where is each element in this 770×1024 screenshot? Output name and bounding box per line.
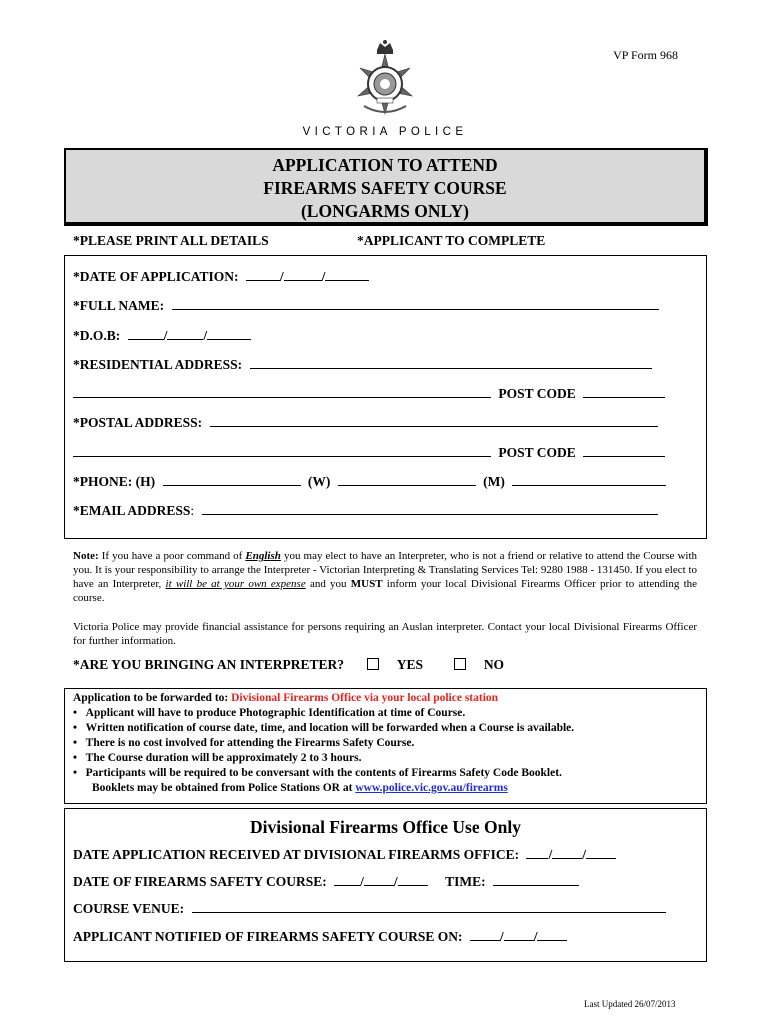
interpreter-no-label: NO bbox=[483, 657, 505, 672]
time-label: TIME: bbox=[445, 874, 486, 889]
phone-work-label: (W) bbox=[307, 474, 331, 489]
email-colon: : bbox=[190, 503, 195, 518]
note-text: If you have a poor command of bbox=[101, 550, 243, 562]
date-separator: / bbox=[533, 929, 538, 944]
email-address-field[interactable] bbox=[202, 503, 658, 515]
bullet-item: • Written notification of course date, time, and location will be forwarded when a Course is available. bbox=[73, 722, 575, 734]
postal-address-field[interactable] bbox=[210, 415, 658, 427]
course-venue-row bbox=[73, 901, 666, 917]
bullet-item: • Participants will be required to be conversant with the contents of Firearms Safety Code Booklet. bbox=[73, 767, 562, 779]
phone-mobile-field[interactable] bbox=[512, 474, 666, 486]
notified-month-field[interactable] bbox=[504, 929, 534, 941]
auslan-note: Victoria Police may provide financial assistance for persons requiring an Auslan interpreter. Contact your local Divisional Firearms Officer for further information. bbox=[73, 621, 697, 647]
notified-year-field[interactable] bbox=[537, 929, 567, 941]
title-line-1: APPLICATION TO ATTEND bbox=[272, 155, 498, 175]
note-expense: it will be at your own expense bbox=[165, 578, 306, 590]
note-text: inform your local Divisional Firearms Officer prior to attending the course. bbox=[73, 578, 698, 604]
interpreter-yes-checkbox[interactable] bbox=[367, 658, 379, 670]
date-of-application-label: *DATE OF APPLICATION: bbox=[73, 269, 239, 284]
date-separator: / bbox=[163, 328, 168, 343]
title-line-2: FIREARMS SAFETY COURSE bbox=[263, 178, 507, 198]
dob-day-field[interactable] bbox=[128, 328, 164, 340]
bullet-text: The Course duration will be approximately 2 to 3 hours. bbox=[85, 752, 362, 764]
course-date-row bbox=[73, 874, 579, 890]
postal-address-row bbox=[73, 415, 658, 431]
phone-home-field[interactable] bbox=[163, 474, 301, 486]
phone-home-label: *PHONE: (H) bbox=[73, 474, 156, 489]
date-separator: / bbox=[548, 847, 553, 862]
full-name-label: *FULL NAME: bbox=[73, 298, 165, 313]
date-separator: / bbox=[321, 269, 326, 284]
postcode-label: POST CODE bbox=[498, 445, 576, 460]
residential-address-line-2-field[interactable] bbox=[73, 386, 491, 398]
complete-instruction: *APPLICANT TO COMPLETE bbox=[357, 233, 546, 248]
application-year-field[interactable] bbox=[325, 269, 369, 281]
office-use-title: Divisional Firearms Office Use Only bbox=[250, 817, 521, 837]
form-title bbox=[64, 148, 708, 226]
residential-address-field[interactable] bbox=[250, 357, 652, 369]
residential-postcode-row bbox=[73, 386, 665, 402]
residential-address-label: *RESIDENTIAL ADDRESS: bbox=[73, 357, 243, 372]
course-venue-field[interactable] bbox=[192, 901, 666, 913]
residential-address-row bbox=[73, 357, 652, 373]
notified-day-field[interactable] bbox=[470, 929, 500, 941]
course-venue-label: COURSE VENUE: bbox=[73, 901, 185, 916]
interpreter-question: *ARE YOU BRINGING AN INTERPRETER? bbox=[73, 657, 345, 672]
postal-address-line-2-field[interactable] bbox=[73, 445, 491, 457]
full-name-row bbox=[73, 298, 659, 314]
bullet-text: Written notification of course date, time, and location will be forwarded when a Course is available. bbox=[85, 722, 575, 734]
forward-destination: Divisional Firearms Office via your local police station bbox=[231, 692, 499, 704]
email-row bbox=[73, 503, 658, 519]
bullet-item: • There is no cost involved for attending the Firearms Safety Course. bbox=[73, 737, 415, 749]
course-date-label: DATE OF FIREARMS SAFETY COURSE: bbox=[73, 874, 327, 889]
dob-month-field[interactable] bbox=[167, 328, 203, 340]
full-name-field[interactable] bbox=[172, 298, 659, 310]
interpreter-question-row bbox=[73, 657, 504, 673]
note-english: English bbox=[245, 550, 281, 562]
victoria-police-crest-icon bbox=[340, 40, 430, 122]
forward-label: Application to be forwarded to: bbox=[73, 692, 229, 704]
notified-date-label: APPLICANT NOTIFIED OF FIREARMS SAFETY COURSE ON: bbox=[73, 929, 463, 944]
interpreter-note bbox=[73, 549, 697, 605]
booklets-text: Booklets may be obtained from Police Stations OR at bbox=[92, 782, 353, 794]
last-updated: Last Updated 26/07/2013 bbox=[584, 999, 676, 1009]
print-instruction: *PLEASE PRINT ALL DETAILS bbox=[73, 233, 269, 248]
bullet-text: Participants will be required to be conversant with the contents of Firearms Safety Code Booklet. bbox=[85, 767, 562, 779]
date-separator: / bbox=[393, 874, 398, 889]
application-day-field[interactable] bbox=[246, 269, 280, 281]
received-year-field[interactable] bbox=[586, 847, 616, 859]
note-label: Note: bbox=[73, 550, 99, 562]
note-text: and you bbox=[309, 578, 347, 590]
postal-postcode-row bbox=[73, 445, 665, 461]
phone-row bbox=[73, 474, 666, 490]
form-number: VP Form 968 bbox=[613, 48, 678, 62]
received-date-row bbox=[73, 847, 616, 863]
email-address-label: *EMAIL ADDRESS bbox=[73, 503, 191, 518]
interpreter-yes-label: YES bbox=[396, 657, 424, 672]
notified-date-row bbox=[73, 929, 567, 945]
date-separator: / bbox=[279, 269, 284, 284]
firearms-website-link[interactable]: www.police.vic.gov.au/firearms bbox=[355, 782, 508, 794]
dob-row bbox=[73, 328, 251, 344]
postcode-label: POST CODE bbox=[498, 386, 576, 401]
booklets-row bbox=[73, 781, 703, 796]
forwarding-info bbox=[73, 691, 703, 796]
course-day-field[interactable] bbox=[334, 874, 360, 886]
received-month-field[interactable] bbox=[552, 847, 582, 859]
postal-address-label: *POSTAL ADDRESS: bbox=[73, 415, 203, 430]
date-separator: / bbox=[499, 929, 504, 944]
forward-row bbox=[73, 691, 703, 706]
dob-label: *D.O.B: bbox=[73, 328, 121, 343]
date-separator: / bbox=[203, 328, 208, 343]
dob-year-field[interactable] bbox=[207, 328, 251, 340]
date-separator: / bbox=[360, 874, 364, 889]
course-month-field[interactable] bbox=[364, 874, 394, 886]
note-text: you may elect to have an Interpreter, who is not a friend or relative to attend the Course with you. It is your responsibility to arrange the Interpreter - Victorian Interpreting & Translating Services Tel: 9280 1988 - 131450. If you elect to have an Interpreter, bbox=[73, 550, 698, 590]
course-time-field[interactable] bbox=[493, 874, 579, 886]
brand-text: VICTORIA POLICE bbox=[302, 126, 468, 138]
received-day-field[interactable] bbox=[526, 847, 548, 859]
note-must: MUST bbox=[350, 578, 383, 590]
course-year-field[interactable] bbox=[398, 874, 428, 886]
bullet-text: Applicant will have to produce Photographic Identification at time of Course. bbox=[85, 707, 466, 719]
received-date-label: DATE APPLICATION RECEIVED AT DIVISIONAL FIREARMS OFFICE: bbox=[73, 847, 520, 862]
interpreter-no-checkbox[interactable] bbox=[454, 658, 466, 670]
bullet-item: • The Course duration will be approximately 2 to 3 hours. bbox=[73, 752, 362, 764]
bullet-text: There is no cost involved for attending the Firearms Safety Course. bbox=[85, 737, 415, 749]
phone-mobile-label: (M) bbox=[483, 474, 505, 489]
bullet-item: • Applicant will have to produce Photographic Identification at time of Course. bbox=[73, 707, 466, 719]
application-month-field[interactable] bbox=[284, 269, 322, 281]
date-separator: / bbox=[582, 847, 586, 862]
date-of-application-row bbox=[73, 269, 369, 285]
postal-postcode-field[interactable] bbox=[583, 445, 665, 457]
phone-work-field[interactable] bbox=[338, 474, 476, 486]
residential-postcode-field[interactable] bbox=[583, 386, 665, 398]
title-line-3: (LONGARMS ONLY) bbox=[300, 201, 470, 221]
